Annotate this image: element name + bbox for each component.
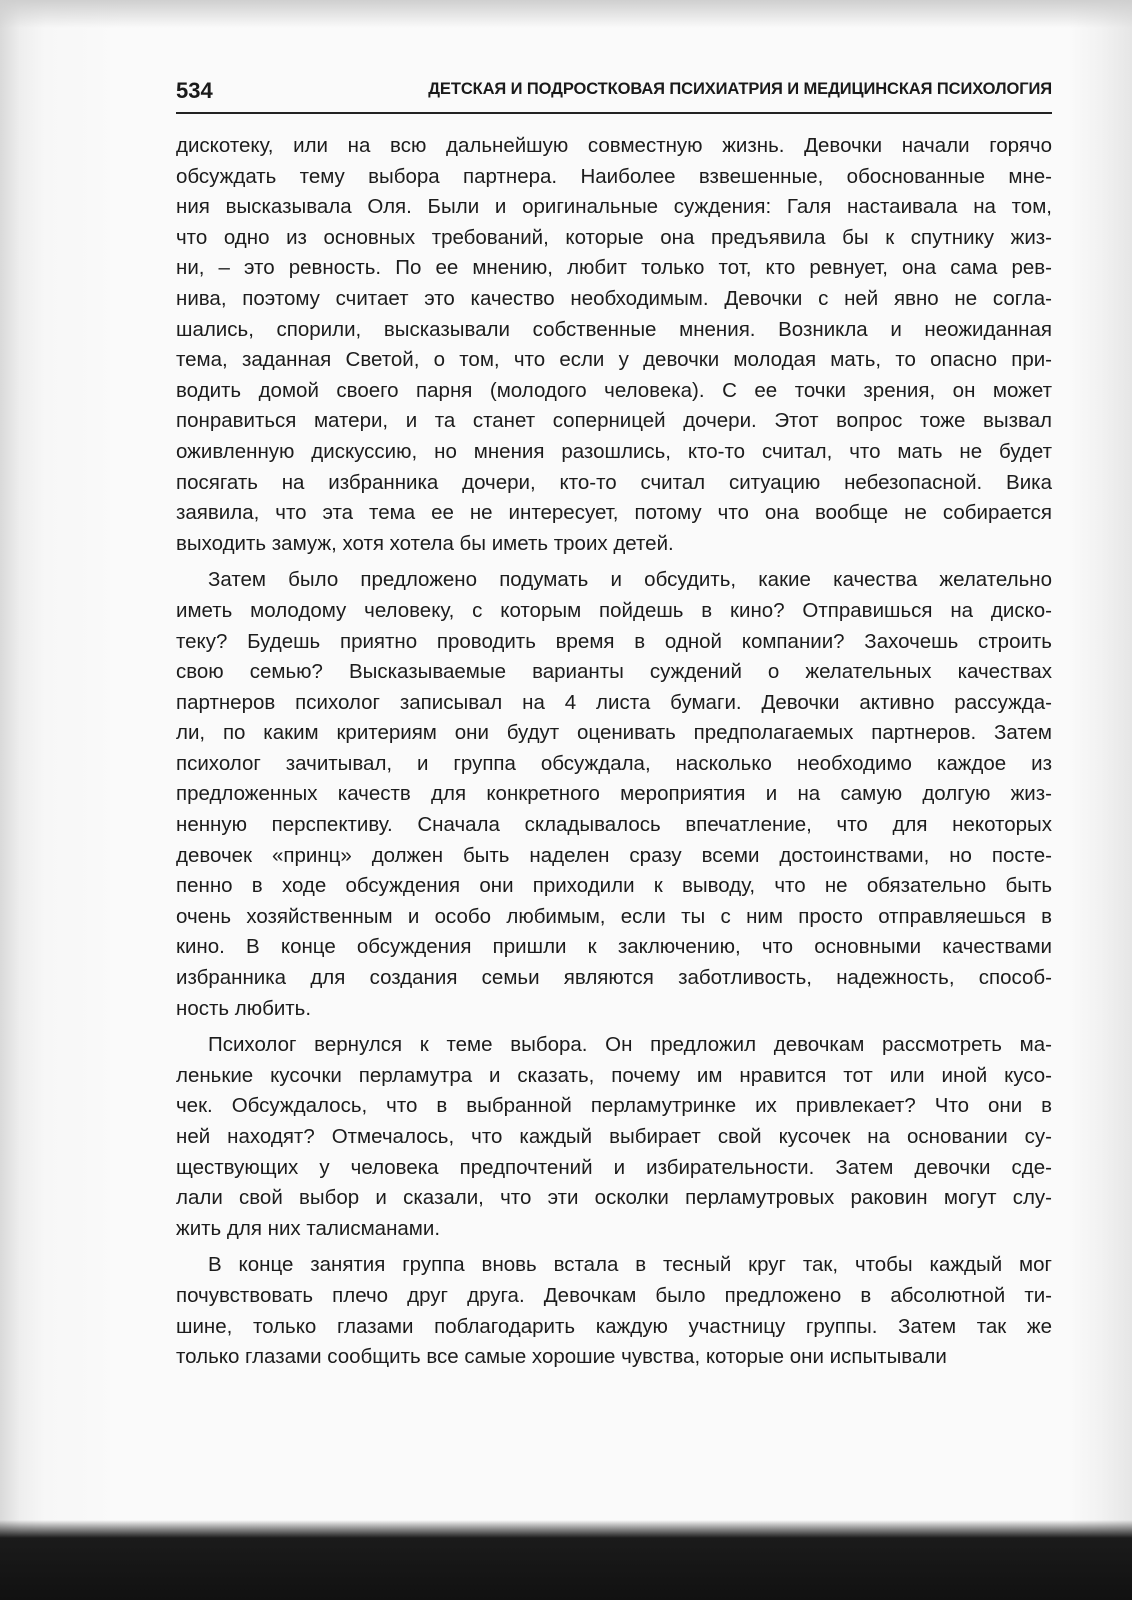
text-line: ность любить. xyxy=(176,996,312,1020)
running-header xyxy=(176,72,1052,114)
text-line: кино. В конце обсуждения пришли к заключению, что основными качествами xyxy=(176,935,1052,959)
text-line: что одно из основных требований, которые она предъявила бы к спутнику жиз- xyxy=(176,225,1052,249)
body-text xyxy=(176,131,1052,1373)
paragraph xyxy=(176,565,1052,1024)
text-line: обсуждать тему выбора партнера. Наиболее взвешенные, обоснованные мне- xyxy=(176,164,1052,188)
text-line: заявила, что эта тема ее не интересует, потому что она вообще не собирается xyxy=(176,501,1052,525)
text-line: лали свой выбор и сказали, что эти осколки перламутровых раковин могут слу- xyxy=(176,1186,1052,1210)
text-line: ленькие кусочки перламутра и сказать, почему им нравится тот или иной кусо- xyxy=(176,1063,1052,1087)
text-line: посягать на избранника дочери, кто-то считал ситуацию небезопасной. Вика xyxy=(176,470,1052,494)
scan-shadow-bottom xyxy=(0,1520,1132,1600)
text-line: свою семью? Высказываемые варианты суждений о желательных качествах xyxy=(176,660,1052,684)
paragraph xyxy=(176,131,1052,559)
text-line: Затем было предложено подумать и обсудить, какие качества желательно xyxy=(208,568,1052,592)
text-line: понравиться матери, и та станет соперницей дочери. Этот вопрос тоже вызвал xyxy=(176,409,1052,433)
text-line: ния высказывала Оля. Были и оригинальные суждения: Галя настаивала на том, xyxy=(176,195,1052,219)
text-line: пенно в ходе обсуждения они приходили к выводу, что не обязательно быть xyxy=(176,874,1052,898)
text-line: нива, поэтому считает это качество необходимым. Девочки с ней явно не согла- xyxy=(176,286,1052,310)
text-line: выходить замуж, хотя хотела бы иметь троих детей. xyxy=(176,531,674,555)
text-line: ненную перспективу. Сначала складывалось впечатление, что для некоторых xyxy=(176,813,1052,837)
text-line: Психолог вернулся к теме выбора. Он предложил девочкам рассмотреть ма- xyxy=(208,1033,1052,1057)
running-title: ДЕТСКАЯ И ПОДРОСТКОВАЯ ПСИХИАТРИЯ И МЕДИЦИНСКАЯ ПСИХОЛОГИЯ xyxy=(428,80,1052,98)
text-line: тема, заданная Светой, о том, что если у девочки молодая мать, то опасно при- xyxy=(176,348,1052,372)
text-line: дискотеку, или на всю дальнейшую совместную жизнь. Девочки начали горячо xyxy=(176,134,1052,157)
text-line: шались, спорили, высказывали собственные мнения. Возникла и неожиданная xyxy=(176,317,1052,341)
text-line: ществующих у человека предпочтений и избирательности. Затем девочки сде- xyxy=(176,1155,1052,1179)
text-line: очень хозяйственным и особо любимым, если ты с ним просто отправляешься в xyxy=(176,904,1052,928)
text-line: девочек «принц» должен быть наделен сразу всеми достоинствами, но посте- xyxy=(176,843,1052,867)
text-line: партнеров психолог записывал на 4 листа бумаги. Девочки активно рассужда- xyxy=(176,690,1052,714)
text-line: ней находят? Отмечалось, что каждый выбирает свой кусочек на основании су- xyxy=(176,1125,1052,1148)
text-line: В конце занятия группа вновь встала в тесный круг так, чтобы каждый мог xyxy=(208,1253,1052,1277)
paragraph xyxy=(176,1030,1052,1244)
text-line: водить домой своего парня (молодого человека). С ее точки зрения, он может xyxy=(176,378,1052,402)
text-line: жить для них талисманами. xyxy=(176,1216,441,1240)
text-line: почувствовать плечо друг друга. Девочкам было предложено в абсолютной ти- xyxy=(176,1283,1052,1307)
text-line: чек. Обсуждалось, что в выбранной перламутринке их привлекает? Что они в xyxy=(176,1094,1052,1118)
text-line: предложенных качеств для конкретного мероприятия и на самую долгую жиз- xyxy=(176,782,1052,806)
text-line: психолог зачитывал, и группа обсуждала, насколько необходимо каждое из xyxy=(176,751,1052,775)
page-number: 534 xyxy=(176,78,213,103)
text-line: шине, только глазами поблагодарить каждую участницу группы. Затем так же xyxy=(176,1314,1052,1338)
text-line: ли, по каким критериям они будут оценивать предполагаемых партнеров. Затем xyxy=(176,721,1052,745)
text-line: теку? Будешь приятно проводить время в одной компании? Захочешь строить xyxy=(176,629,1052,653)
text-line: иметь молодому человеку, с которым пойдешь в кино? Отправишься на диско- xyxy=(176,598,1052,622)
text-line: оживленную дискуссию, но мнения разошлись, кто-то считал, что мать не будет xyxy=(176,439,1052,463)
text-line: избранника для создания семьи являются заботливость, надежность, способ- xyxy=(176,966,1052,990)
paragraph xyxy=(176,1250,1052,1372)
text-line: ни, – это ревность. По ее мнению, любит только тот, кто ревнует, она сама рев- xyxy=(176,256,1052,280)
scan-shadow-top xyxy=(0,0,1132,28)
text-line: только глазами сообщить все самые хорошие чувства, которые они испытывали xyxy=(176,1345,947,1369)
